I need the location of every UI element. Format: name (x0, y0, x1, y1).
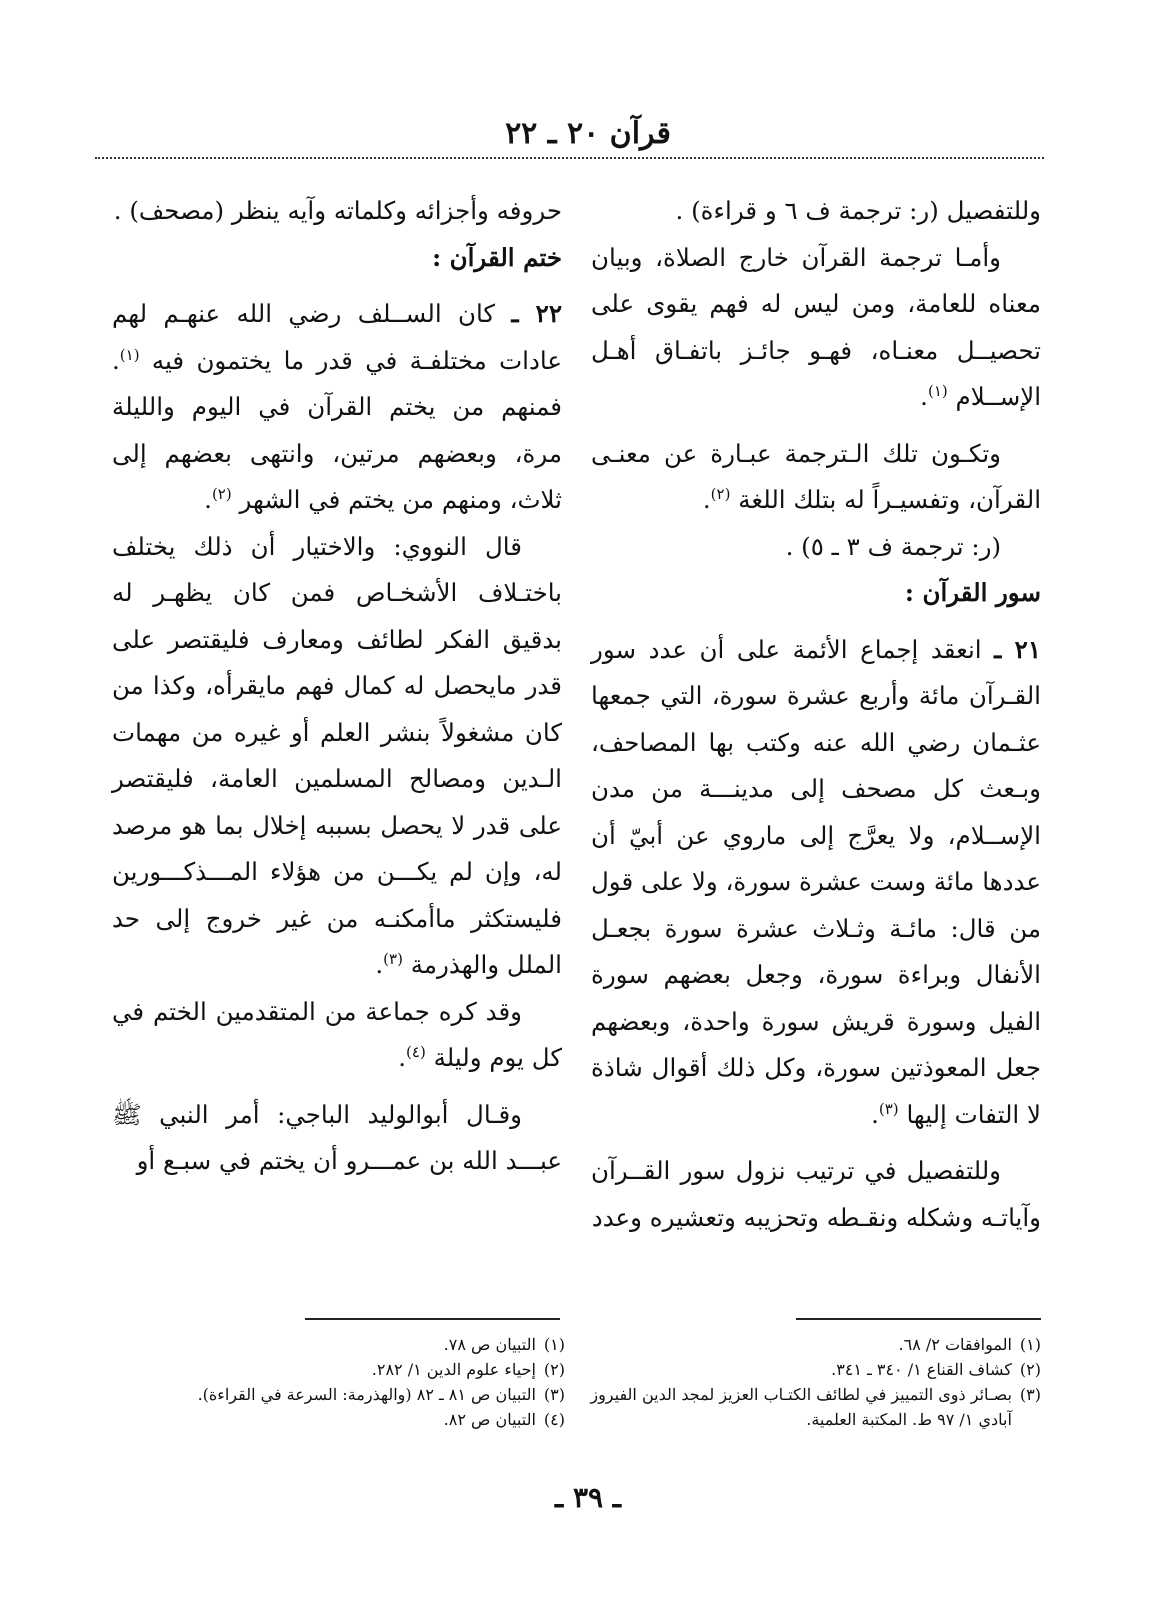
paragraph (591, 1148, 1041, 1241)
paragraph-text: حروفه وأجزائه وكلماته وآيه ينظر (مصحف) . (113, 196, 562, 225)
footnote-rule (796, 1318, 1041, 1320)
paragraph (591, 524, 1041, 571)
footnote-text: إحياء علوم الدين ١/ ٢٨٢. (371, 1360, 536, 1379)
section-number: ٢١ ـ (994, 634, 1041, 664)
footnote-rule (305, 1318, 560, 1320)
paragraph (112, 989, 562, 1082)
section-heading: سور القرآن : (904, 578, 1041, 607)
footnote-number: (١) (1019, 1335, 1041, 1354)
paragraph-text: وللتفصيل في ترتيب نزول سور القــرآن وآياتـه وشكله ونقـطه وتحزيبه وتعشيره وعدد (591, 1156, 1041, 1232)
footnote (100, 1357, 565, 1382)
paragraph (591, 235, 1041, 421)
footnote-number: (٣) (543, 1385, 565, 1404)
paragraph-text: وقـال أبوالوليد الباجي: أمر النبي ﷺ عبـــد الله بن عمـــرو أن يختم في سبـع أو (112, 1099, 562, 1175)
header-dotted-rule (95, 157, 1044, 159)
footnote-text: التبيان ص ٧٨. (443, 1335, 536, 1354)
footnote-text: التبيان ص ٨٢. (443, 1410, 536, 1429)
paragraph (591, 188, 1041, 235)
footnote-ref: (٢) (211, 484, 232, 503)
paragraph (591, 627, 1041, 1139)
footnote-number: (١) (543, 1335, 565, 1354)
footnote-number: (٢) (543, 1360, 565, 1379)
punctuation: . (702, 485, 711, 514)
footnote-ref: (٤) (406, 1042, 426, 1061)
footnote-text: كشاف القناع ١/ ٣٤٠ ـ ٣٤١. (831, 1360, 1012, 1379)
paragraph-text: وقد كره جماعة من المتقدمين الختم في كل يوم وليلة (112, 996, 562, 1072)
paragraph (112, 524, 562, 989)
footnote-ref: (١) (119, 345, 140, 364)
paragraph-text: كان الســلف رضي الله عنهـم لهم عادات مختلفـة في قدر ما يختمون فيه (112, 299, 562, 375)
footnote (100, 1407, 565, 1432)
footnotes-left (100, 1332, 565, 1432)
paragraph-text: وأمـا ترجمة القرآن خارج الصلاة، وبيان معناه للعامة، ومن ليس له فهم يقوى على تحصيــل معنـاه، فهـو جائـز باتفـاق أهـل الإســلام (591, 242, 1041, 411)
paragraph (112, 1092, 562, 1185)
footnote-text: الموافقات ٢/ ٦٨. (898, 1335, 1012, 1354)
page-number: ـ ٣٩ ـ (555, 1481, 621, 1514)
footnote-text: التبيان ص ٨١ ـ ٨٢ (والهذرمة: السرعة في القراءة). (197, 1385, 536, 1404)
footnote-number: (٣) (1019, 1385, 1041, 1404)
paragraph (112, 291, 562, 524)
paragraph (112, 188, 562, 235)
footnote-number: (٤) (543, 1410, 565, 1429)
punctuation: . (920, 382, 928, 411)
right-column (591, 188, 1041, 1241)
footnote (581, 1332, 1041, 1357)
paragraph-text: وتكـون تلك الـترجمة عبـارة عن معنـى القرآن، وتفسيـراً له بتلك اللغة (591, 438, 1041, 514)
footnote (100, 1382, 565, 1407)
footnote-ref: (٣) (383, 949, 403, 968)
punctuation: . (375, 950, 384, 979)
punctuation: . (871, 1099, 879, 1129)
footnote (581, 1382, 1041, 1432)
section-number: ٢٢ ـ (511, 299, 562, 328)
punctuation: . (398, 1043, 407, 1072)
running-header: قرآن ٢٠ ـ ٢٢ (505, 116, 671, 151)
footnote (100, 1332, 565, 1357)
footnote-number: (٢) (1019, 1360, 1041, 1379)
paragraph-text: قال النووي: والاختيار أن ذلك يختلف باختـلاف الأشخـاص فمن كان يظهـر له بدقيق الفكر لطائف ومعارف فليقتصر على قدر مايحصل له كمال فهم مايقرأه، وكذا من كان مشغولاً بنشر العلم أو غيره من مهمات الـدين ومصالح المسلمين العامة، فليقتصر على قدر لا يحصل بسببه إخلال بما هو مرصد له، وإن لم يكـــن من هؤلاء المـــذكـــورين فليستكثر ماأمكنـه من غير خروج إلى حد الملل والهذرمة (112, 531, 562, 979)
paragraph (591, 431, 1041, 524)
left-column (112, 188, 562, 1185)
paragraph-text: وللتفصيل (ر: ترجمة ف ٦ و قراءة) . (675, 196, 1041, 225)
paragraph-text: . فمنهم من يختم القرآن في اليوم والليلة مرة، وبعضهم مرتين، وانتهى بعضهم إلى ثلاث، ومنهم من يختم في الشهر (112, 345, 562, 514)
paragraph-text: (ر: ترجمة ف ٣ ـ ٥) . (785, 531, 1001, 561)
footnote-ref: (٢) (710, 484, 731, 503)
paragraph-text: انعقد إجماع الأئمة على أن عدد سور القـرآن مائة وأربع عشرة سورة، التي جمعها عثـمان رضي الله عنه وكتب بها المصاحف، وبـعث كل مصحف إلى مدينـــة من مدن الإســلام، ولا يعرَّج إلى ماروي عن أبيّ أن عددها مائة وست عشرة سورة، ولا على قول من قال: مائـة وثـلاث عشرة سورة بجعـل الأنفال وبراءة سورة، وجعل بعضهم سورة الفيل وسورة قريش سورة واحدة، وبعضهم جعل المعوذتين سورة، وكل ذلك أقوال شاذة لا التفات إليها (591, 634, 1041, 1129)
section-heading: ختم القرآن : (432, 242, 562, 272)
footnote (581, 1357, 1041, 1382)
footnote-text: بصـائر ذوى التمييز في لطائف الكتـاب العزيز لمجد الدين الفيروز آبادي ١/ ٩٧ ط. المكتبة العلمية. (590, 1385, 1012, 1429)
punctuation: . (204, 485, 212, 514)
footnote-ref: (١) (927, 381, 948, 400)
footnote-ref: (٣) (878, 1099, 899, 1118)
footnotes-right (581, 1332, 1041, 1432)
